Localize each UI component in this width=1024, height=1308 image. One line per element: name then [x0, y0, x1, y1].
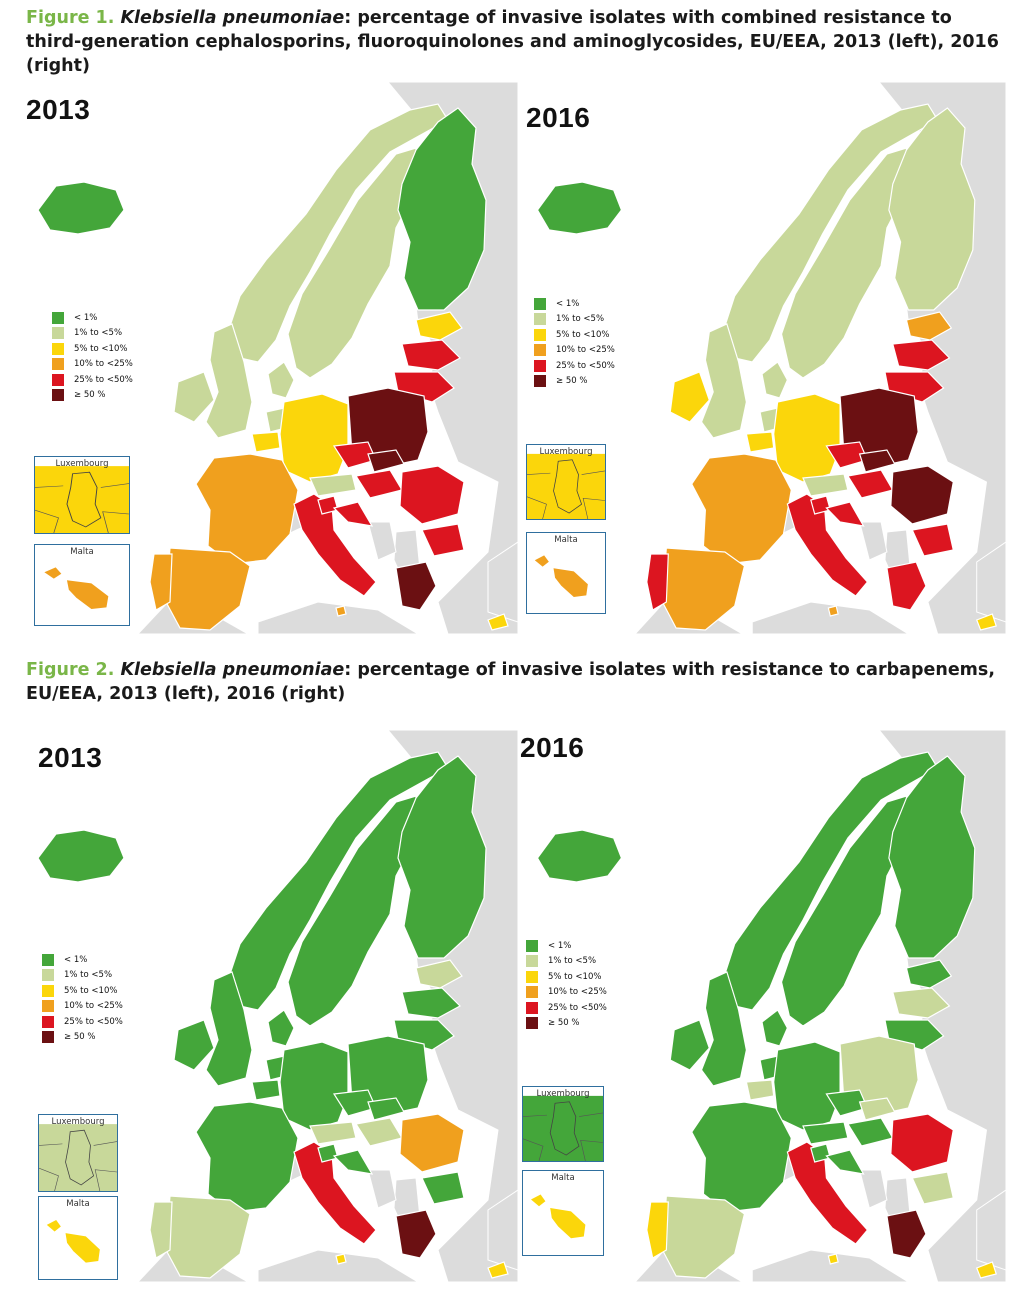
legend-swatch — [52, 358, 64, 370]
year-label: 2013 — [38, 742, 103, 773]
legend-label: 10% to <25% — [556, 345, 615, 356]
legend-label: 25% to <50% — [548, 1002, 607, 1013]
legend-swatch — [534, 313, 546, 325]
legend-item — [534, 312, 615, 328]
legend-swatch — [526, 1002, 538, 1014]
legend-swatch — [42, 1000, 54, 1012]
country-malta — [336, 606, 346, 616]
map-panel-fig2-right — [518, 730, 1006, 1282]
legend-item — [42, 983, 123, 999]
legend — [534, 296, 615, 389]
figure-2-caption — [26, 658, 1006, 706]
legend-swatch — [526, 955, 538, 967]
country-germany — [280, 1042, 348, 1130]
legend-label: 1% to <5% — [548, 956, 597, 967]
legend-swatch — [526, 986, 538, 998]
legend-item — [526, 1016, 607, 1032]
legend-swatch — [52, 374, 64, 386]
legend-item — [42, 999, 123, 1015]
legend-label: 10% to <25% — [548, 987, 607, 998]
luxembourg-inset — [38, 1114, 118, 1192]
malta-gozo — [44, 567, 61, 578]
malta-inset-map — [527, 533, 605, 613]
legend-swatch — [526, 940, 538, 952]
legend-swatch — [534, 344, 546, 356]
legend-swatch — [534, 375, 546, 387]
legend-label: 10% to <25% — [74, 359, 133, 370]
malta-main-island — [67, 580, 108, 609]
legend — [526, 938, 607, 1031]
legend-item — [526, 938, 607, 954]
legend-item — [52, 326, 133, 342]
figure-2-description: : percentage of invasive isolates with resistance to carbapenems, EU/EEA, 2013 (left), 2016 (right) — [26, 660, 995, 704]
luxembourg-inset-label: Luxembourg — [51, 1117, 105, 1127]
figure-1-caption — [26, 6, 1006, 78]
country-belgium — [252, 432, 280, 452]
legend-swatch — [52, 327, 64, 339]
legend-label: 25% to <50% — [556, 360, 615, 371]
legend-label: 25% to <50% — [74, 374, 133, 385]
legend-swatch — [534, 298, 546, 310]
country-belgium — [746, 432, 773, 452]
legend-swatch — [42, 1016, 54, 1028]
legend-swatch — [42, 954, 54, 966]
luxembourg-inset-label: Luxembourg — [536, 1089, 590, 1099]
malta-inset-label: Malta — [551, 1173, 575, 1183]
legend-swatch — [526, 971, 538, 983]
figure-1-species: Klebsiella pneumoniae — [120, 8, 345, 28]
legend-swatch — [534, 360, 546, 372]
country-malta — [828, 606, 838, 616]
malta-main-island — [554, 568, 588, 597]
legend-item — [52, 372, 133, 388]
figure-2-number: Figure 2. — [26, 660, 115, 680]
legend-item — [526, 954, 607, 970]
figure-2-species: Klebsiella pneumoniae — [120, 660, 345, 680]
malta-inset — [522, 1170, 604, 1256]
legend-swatch — [42, 969, 54, 981]
luxembourg-inset — [34, 456, 130, 534]
legend-label: 1% to <5% — [64, 970, 113, 981]
legend-item — [52, 310, 133, 326]
country-slovenia — [811, 1144, 831, 1162]
legend-label: 10% to <25% — [64, 1001, 123, 1012]
legend — [42, 952, 123, 1045]
luxembourg-inset — [526, 444, 606, 520]
country-malta — [336, 1254, 346, 1264]
legend-label: 25% to <50% — [64, 1016, 123, 1027]
malta-inset-map — [39, 1197, 117, 1279]
malta-inset-label: Malta — [70, 547, 94, 557]
legend-label: < 1% — [556, 298, 580, 309]
legend-label: ≥ 50 % — [556, 376, 588, 387]
malta-main-island — [66, 1233, 100, 1263]
malta-inset — [34, 544, 130, 626]
legend-item — [42, 1014, 123, 1030]
legend-item — [526, 1000, 607, 1016]
legend-item — [534, 374, 615, 390]
malta-inset — [526, 532, 606, 614]
legend-item — [42, 952, 123, 968]
legend-item — [534, 327, 615, 343]
legend-label: 5% to <10% — [64, 985, 118, 996]
luxembourg-inset-label: Luxembourg — [55, 459, 109, 469]
legend-item — [42, 968, 123, 984]
legend-label: ≥ 50 % — [74, 390, 106, 401]
legend-item — [42, 1030, 123, 1046]
year-label: 2016 — [526, 102, 591, 133]
map-panel-fig2-left — [18, 730, 518, 1282]
legend-swatch — [526, 1017, 538, 1029]
malta-gozo — [47, 1220, 61, 1231]
malta-inset-map — [35, 545, 129, 625]
legend-item — [52, 388, 133, 404]
legend-swatch — [534, 329, 546, 341]
legend-swatch — [52, 312, 64, 324]
country-germany — [774, 394, 840, 482]
country-slovenia — [811, 496, 831, 514]
luxembourg-inset — [522, 1086, 604, 1162]
legend-item — [526, 985, 607, 1001]
map-panel-fig1-left — [18, 82, 518, 634]
figure-1-description: : percentage of invasive isolates with combined resistance to third-generation cephalosporins, fluoroquinolones and aminoglycosides, EU/EEA, 2013 (left), 2016 (right) — [26, 8, 999, 76]
luxembourg-inset-label: Luxembourg — [539, 447, 593, 457]
legend-item — [526, 969, 607, 985]
legend — [52, 310, 133, 403]
legend-label: ≥ 50 % — [548, 1018, 580, 1029]
malta-inset-label: Malta — [554, 535, 578, 545]
legend-label: < 1% — [548, 940, 572, 951]
legend-label: ≥ 50 % — [64, 1032, 96, 1043]
legend-label: 5% to <10% — [548, 971, 602, 982]
legend-swatch — [42, 985, 54, 997]
country-malta — [828, 1254, 838, 1264]
legend-swatch — [52, 389, 64, 401]
country-belgium — [252, 1080, 280, 1100]
year-label: 2016 — [520, 732, 585, 763]
country-slovenia — [318, 1144, 338, 1162]
malta-gozo — [531, 1195, 545, 1207]
malta-inset-label: Malta — [66, 1199, 90, 1209]
malta-main-island — [550, 1208, 585, 1238]
malta-gozo — [535, 555, 549, 566]
legend-item — [534, 296, 615, 312]
legend-label: < 1% — [74, 312, 98, 323]
country-slovenia — [318, 496, 338, 514]
country-belgium — [746, 1080, 773, 1100]
legend-label: 1% to <5% — [74, 328, 123, 339]
map-panel-fig1-right — [518, 82, 1006, 634]
legend-label: 1% to <5% — [556, 314, 605, 325]
legend-swatch — [42, 1031, 54, 1043]
malta-inset — [38, 1196, 118, 1280]
legend-item — [534, 358, 615, 374]
malta-inset-map — [523, 1171, 603, 1255]
legend-item — [52, 341, 133, 357]
figure-1-number: Figure 1. — [26, 8, 115, 28]
legend-item — [52, 357, 133, 373]
year-label: 2013 — [26, 94, 91, 125]
legend-item — [534, 343, 615, 359]
legend-label: 5% to <10% — [556, 329, 610, 340]
legend-swatch — [52, 343, 64, 355]
country-germany — [774, 1042, 840, 1130]
legend-label: 5% to <10% — [74, 343, 128, 354]
country-germany — [280, 394, 348, 482]
legend-label: < 1% — [64, 954, 88, 965]
